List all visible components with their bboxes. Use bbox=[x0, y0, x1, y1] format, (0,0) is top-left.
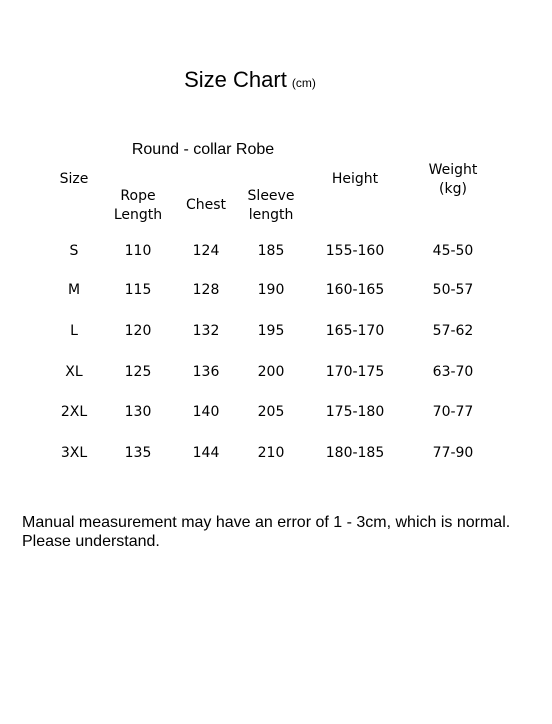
cell-rope-length: 110 bbox=[124, 243, 152, 259]
cell-chest: 124 bbox=[192, 243, 220, 259]
measurement-note bbox=[22, 513, 542, 551]
cell-rope-length: 125 bbox=[124, 364, 152, 380]
cell-sleeve-length: 200 bbox=[257, 364, 285, 380]
cell-rope-length: 120 bbox=[124, 323, 152, 339]
cell-size: M bbox=[67, 282, 81, 298]
cell-height: 170-175 bbox=[325, 364, 385, 380]
cell-weight: 70-77 bbox=[432, 404, 474, 420]
cell-chest: 132 bbox=[192, 323, 220, 339]
header-rope-length: Rope Length bbox=[113, 188, 163, 223]
cell-sleeve-length: 195 bbox=[257, 323, 285, 339]
cell-sleeve-length: 210 bbox=[257, 445, 285, 461]
note-line-2: Please understand. bbox=[22, 533, 160, 550]
cell-weight: 57-62 bbox=[432, 323, 474, 339]
cell-chest: 140 bbox=[192, 404, 220, 420]
title-text: Size Chart bbox=[184, 67, 287, 92]
cell-sleeve-length: 185 bbox=[257, 243, 285, 259]
header-weight: Weight (kg) bbox=[428, 162, 478, 197]
cell-size: 3XL bbox=[60, 445, 88, 461]
cell-rope-length: 115 bbox=[124, 282, 152, 298]
title-unit: (cm) bbox=[291, 76, 316, 90]
cell-sleeve-length: 205 bbox=[257, 404, 285, 420]
cell-sleeve-length: 190 bbox=[257, 282, 285, 298]
cell-weight: 45-50 bbox=[432, 243, 474, 259]
cell-chest: 128 bbox=[192, 282, 220, 298]
cell-height: 155-160 bbox=[325, 243, 385, 259]
note-line-1: Manual measurement may have an error of 1 - 3cm, which is normal. bbox=[22, 514, 511, 531]
cell-rope-length: 130 bbox=[124, 404, 152, 420]
cell-chest: 144 bbox=[192, 445, 220, 461]
product-subtitle: Round - collar Robe bbox=[131, 141, 275, 158]
cell-rope-length: 135 bbox=[124, 445, 152, 461]
cell-weight: 50-57 bbox=[432, 282, 474, 298]
header-sleeve-length: Sleeve length bbox=[247, 188, 295, 223]
cell-height: 175-180 bbox=[325, 404, 385, 420]
cell-height: 180-185 bbox=[325, 445, 385, 461]
cell-height: 165-170 bbox=[325, 323, 385, 339]
header-size: Size bbox=[59, 171, 89, 187]
size-chart-title bbox=[0, 67, 500, 93]
cell-height: 160-165 bbox=[325, 282, 385, 298]
cell-chest: 136 bbox=[192, 364, 220, 380]
header-height: Height bbox=[331, 171, 379, 187]
header-chest: Chest bbox=[185, 197, 227, 213]
cell-weight: 77-90 bbox=[432, 445, 474, 461]
cell-weight: 63-70 bbox=[432, 364, 474, 380]
cell-size: S bbox=[69, 243, 79, 259]
cell-size: 2XL bbox=[60, 404, 88, 420]
cell-size: XL bbox=[65, 364, 83, 380]
cell-size: L bbox=[70, 323, 78, 339]
